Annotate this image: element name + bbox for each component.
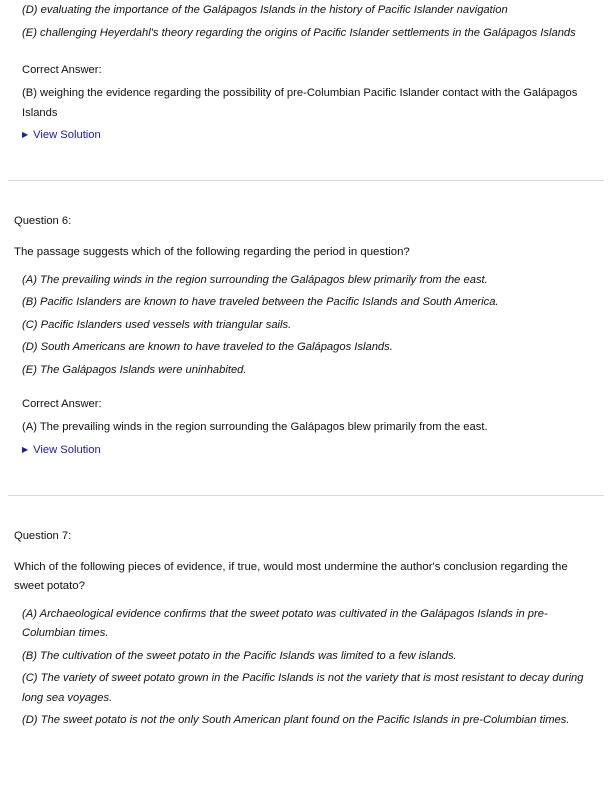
question-heading: Question 7: xyxy=(14,529,72,542)
view-solution-label: View Solution xyxy=(33,129,101,141)
question-prompt: The passage suggests which of the following regarding the period in question? xyxy=(14,246,410,258)
option-e: (E) The Galápagos Islands were uninhabited. xyxy=(22,363,247,376)
question-prompt: Which of the following pieces of evidence, if true, would most undermine the author's conclusion regarding the sweet potato? xyxy=(14,560,568,592)
view-solution-toggle[interactable] xyxy=(22,441,612,459)
view-solution-toggle[interactable] xyxy=(22,126,612,144)
question-heading: Question 6: xyxy=(14,215,72,227)
option-b: (B) Pacific Islanders are known to have traveled between the Pacific Islands and South America. xyxy=(22,296,499,308)
option-d: (D) South Americans are known to have traveled to the Galápagos Islands. xyxy=(22,341,393,353)
option-d: (D) The sweet potato is not the only South American plant found on the Pacific Islands in pre-Columbian times. xyxy=(22,714,570,726)
option-e: (E) challenging Heyerdahl's theory regarding the origins of Pacific Islander settlements in the Galápagos Islands xyxy=(22,26,576,39)
correct-answer-text: (B) weighing the evidence regarding the possibility of pre-Columbian Pacific Islander contact with the Galápagos Islands xyxy=(22,87,578,119)
view-solution-label: View Solution xyxy=(33,443,101,456)
option-a: (A) The prevailing winds in the region surrounding the Galápagos blew primarily from the east. xyxy=(22,273,488,286)
option-a: (A) Archaeological evidence confirms that the sweet potato was cultivated in the Galápagos Islands in pre-Columbian times. xyxy=(22,607,548,639)
correct-answer-text: (A) The prevailing winds in the region surrounding the Galápagos blew primarily from the east. xyxy=(22,421,488,433)
triangle-right-icon: ▶ xyxy=(22,130,29,139)
correct-answer-label: Correct Answer: xyxy=(22,398,102,410)
correct-answer-label: Correct Answer: xyxy=(22,64,102,76)
option-d: (D) evaluating the importance of the Galápagos Islands in the history of Pacific Islander navigation xyxy=(22,4,508,16)
option-c: (C) Pacific Islanders used vessels with triangular sails. xyxy=(22,318,292,331)
option-c: (C) The variety of sweet potato grown in the Pacific Islands is not the variety that is most resistant to decay during long sea voyages. xyxy=(22,672,584,704)
triangle-right-icon: ▶ xyxy=(22,444,29,454)
option-b: (B) The cultivation of the sweet potato in the Pacific Islands was limited to a few islands. xyxy=(22,649,457,662)
